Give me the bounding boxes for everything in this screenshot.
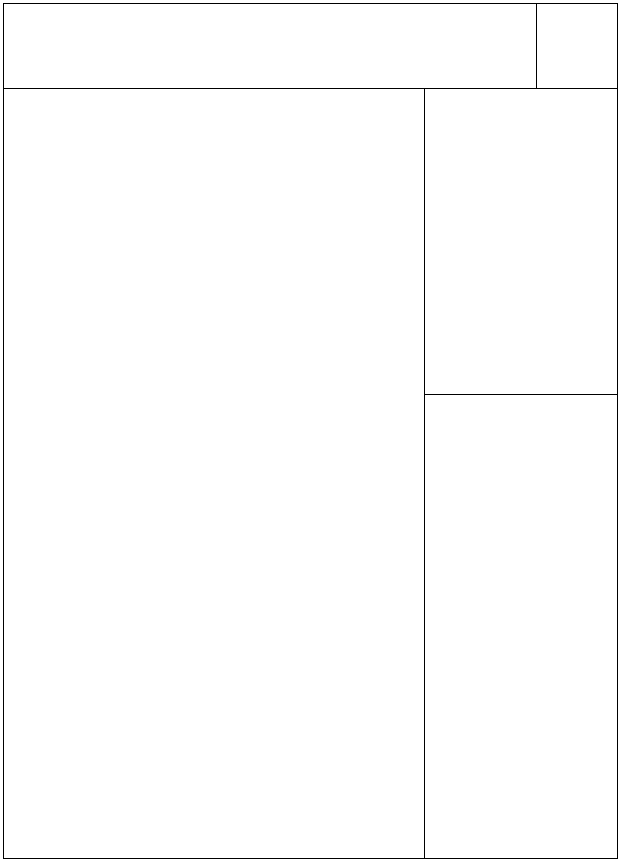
stats-panel	[536, 4, 618, 88]
stop-sequence-panel	[425, 89, 618, 395]
qr-code	[470, 680, 584, 780]
barcode	[10, 39, 146, 63]
design-preview	[4, 89, 424, 859]
embroidery-design	[4, 89, 424, 859]
header-info	[4, 4, 536, 88]
